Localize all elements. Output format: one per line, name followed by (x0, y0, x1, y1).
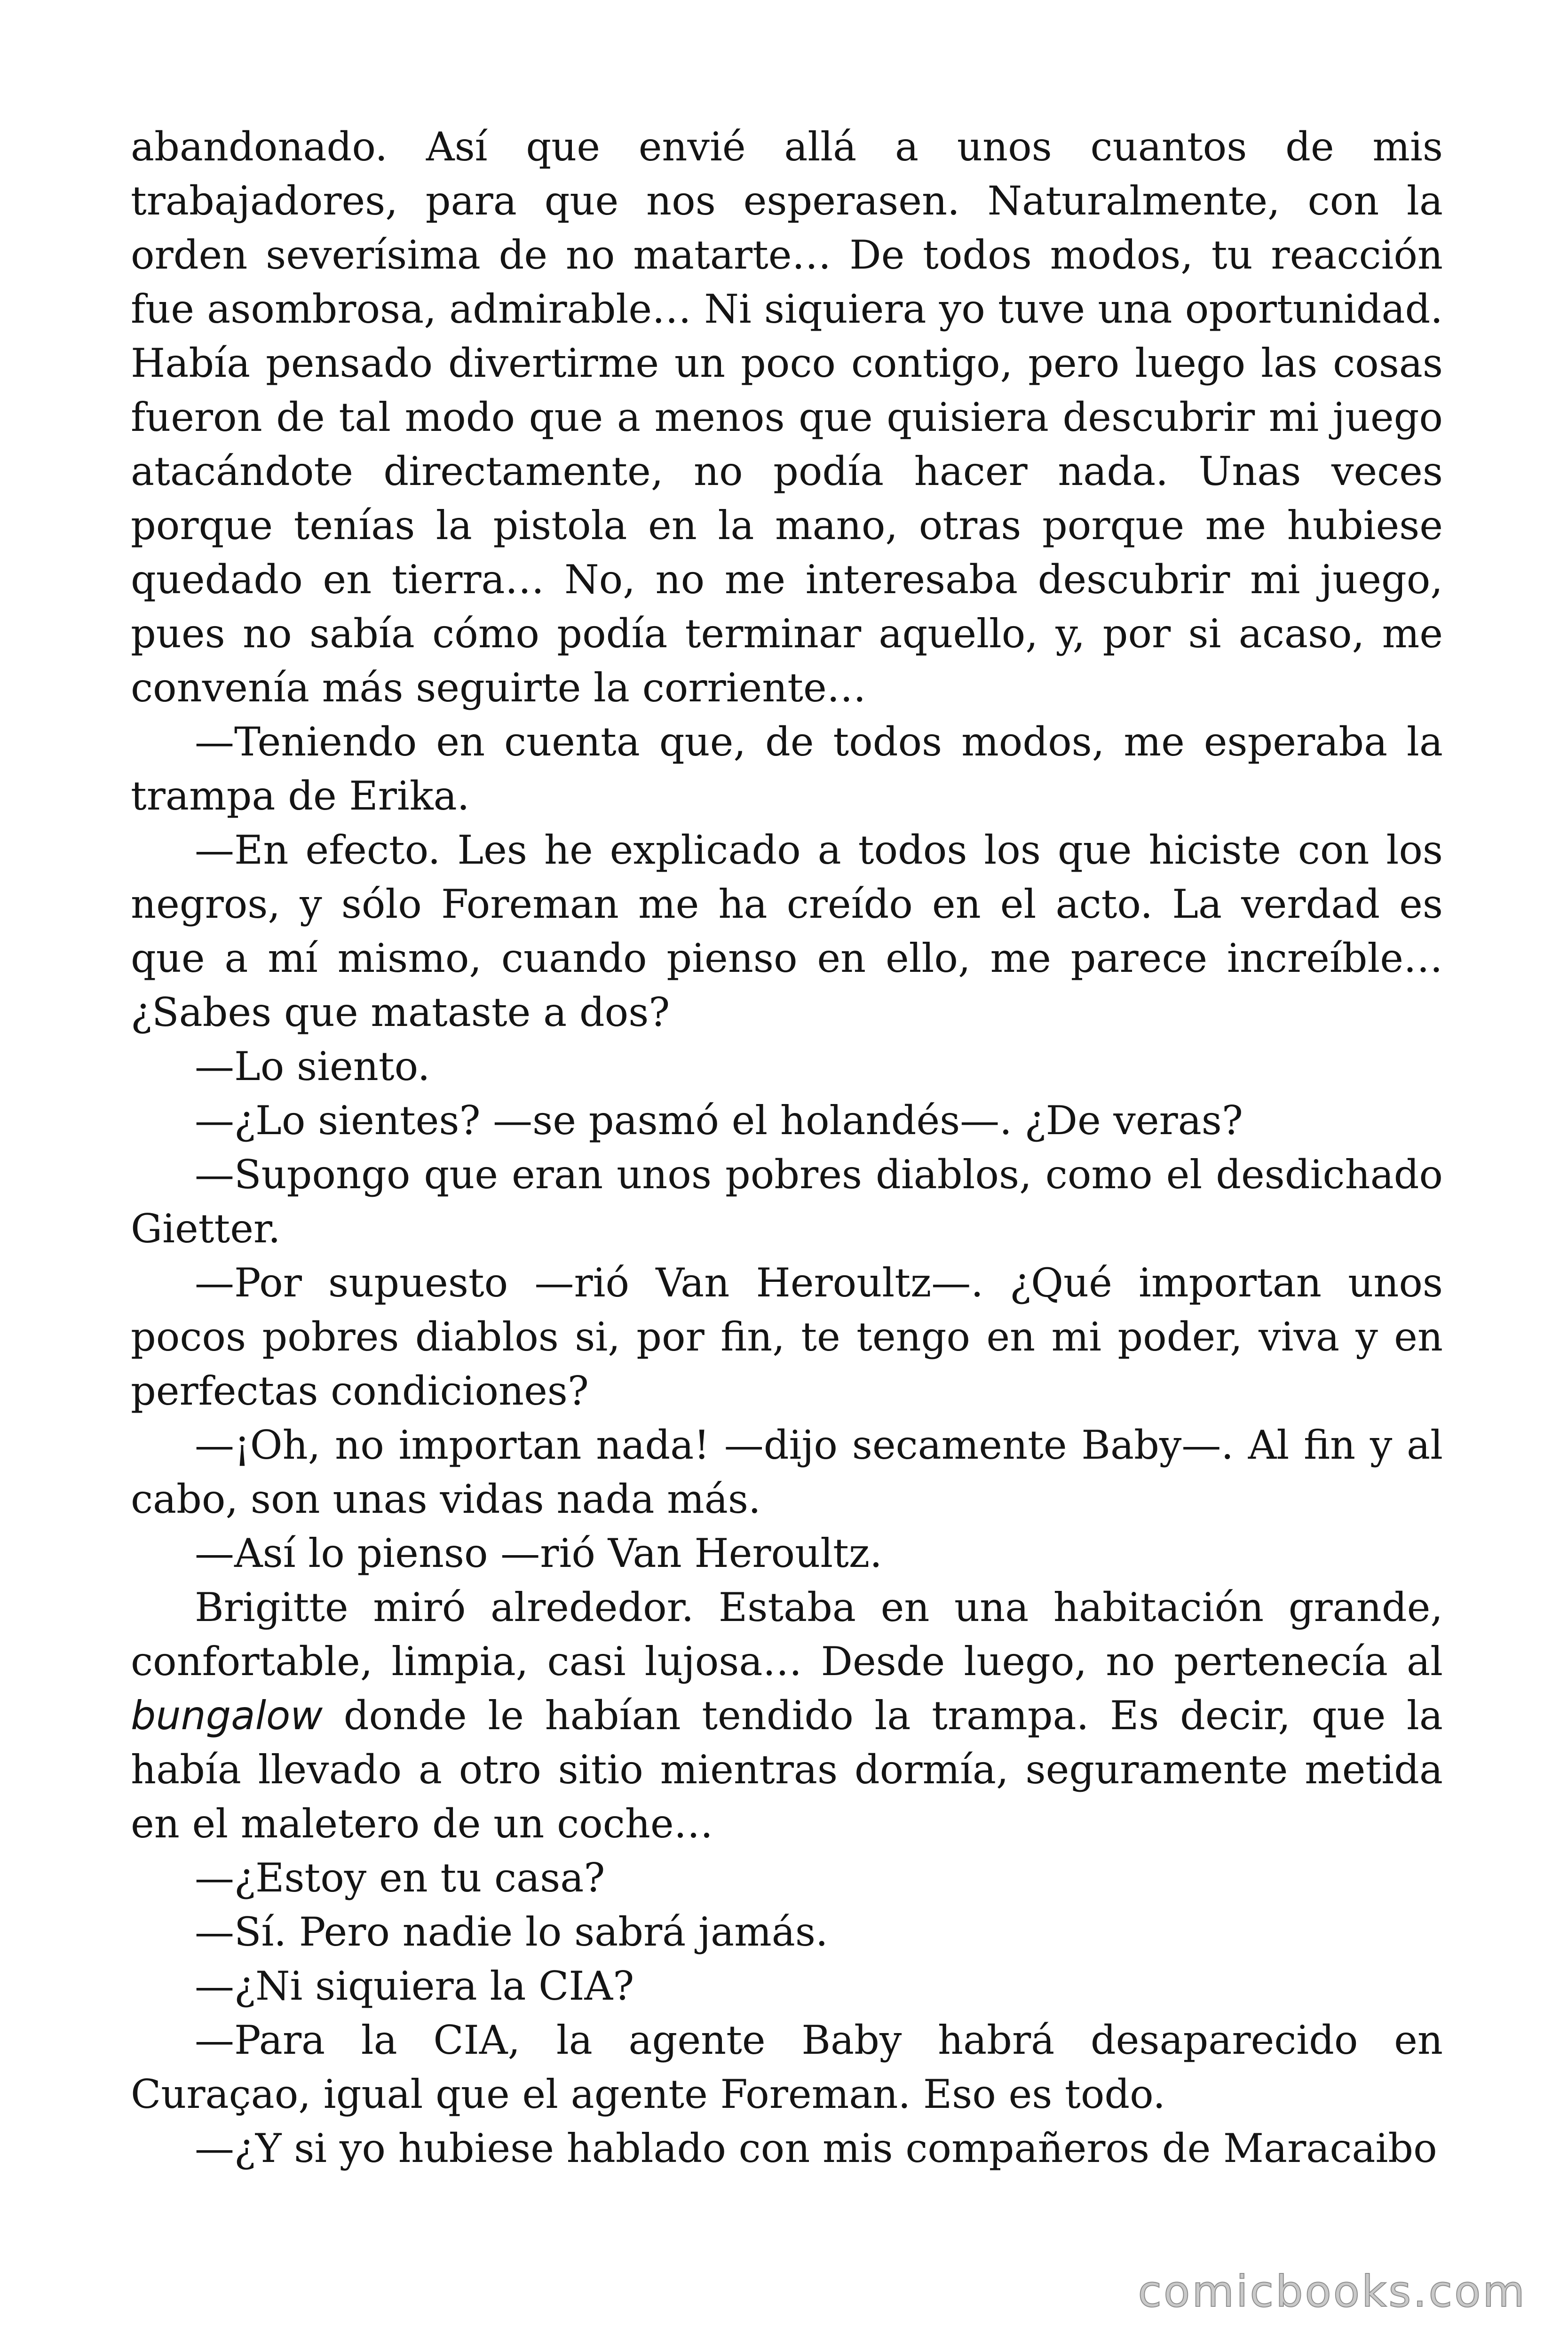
paragraph-with-italic (131, 1581, 1443, 1851)
paragraph: —Así lo pienso —rió Van Heroultz. (195, 1530, 882, 1576)
paragraph: —En efecto. Les he explicado a todos los que hiciste con los negros, y sólo Foreman me ha creído en el acto. La verdad es que a mí mismo, cuando pienso en ello, me parece increíble… ¿Sabes que mataste a dos? (131, 827, 1443, 1035)
paragraph: —Teniendo en cuenta que, de todos modos, me esperaba la trampa de Erika. (131, 719, 1443, 819)
paragraph: —Para la CIA, la agente Baby habrá desaparecido en Curaçao, igual que el agente Foreman. Eso es todo. (131, 2017, 1443, 2117)
paragraph: —Por supuesto —rió Van Heroultz—. ¿Qué importan unos pocos pobres diablos si, por fin, te tengo en mi poder, viva y en perfectas condiciones? (131, 1260, 1443, 1414)
site-watermark: comicbooks.com (1138, 2266, 1527, 2317)
paragraph: —Sí. Pero nadie lo sabrá jamás. (195, 1909, 828, 1955)
paragraph: —Supongo que eran unos pobres diablos, como el desdichado Gietter. (131, 1152, 1443, 1252)
paragraph-text-before-italic: Brigitte miró alrededor. Estaba en una habitación grande, confortable, limpia, casi lujosa… Desde luego, no pertenecía al (131, 1584, 1443, 1685)
paragraph: —¿Ni siquiera la CIA? (195, 1963, 634, 2009)
paragraph: abandonado. Así que envié allá a unos cuantos de mis trabajadores, para que nos esperasen. Naturalmente, con la orden severísima de no matarte… De todos modos, tu reacción fue asombrosa, admirable… Ni siquiera yo tuve una oportunidad. Había pensado divertirme un poco contigo, pero luego las cosas fueron de tal modo que a menos que quisiera descubrir mi juego atacándote directamente, no podía hacer nada. Unas veces porque tenías la pistola en la mano, otras porque me hubiese quedado en tierra… No, no me interesaba descubrir mi juego, pues no sabía cómo podía terminar aquello, y, por si acaso, me convenía más seguirte la corriente… (131, 124, 1443, 711)
paragraph: —Lo siento. (195, 1043, 430, 1089)
book-page-text (131, 120, 1443, 2176)
paragraph: —¡Oh, no importan nada! —dijo secamente Baby—. Al fin y al cabo, son unas vidas nada más. (131, 1422, 1443, 1522)
paragraph-text-after-italic: donde le habían tendido la trampa. Es decir, que la había llevado a otro sitio mientras dormía, seguramente metida en el maletero de un coche… (131, 1692, 1443, 1847)
paragraph: —¿Estoy en tu casa? (195, 1855, 605, 1901)
paragraph: —¿Y si yo hubiese hablado con mis compañeros de Maracaibo (195, 2125, 1437, 2171)
italic-word: bungalow (131, 1692, 323, 1739)
paragraph: —¿Lo sientes? —se pasmó el holandés—. ¿De veras? (195, 1097, 1243, 1144)
